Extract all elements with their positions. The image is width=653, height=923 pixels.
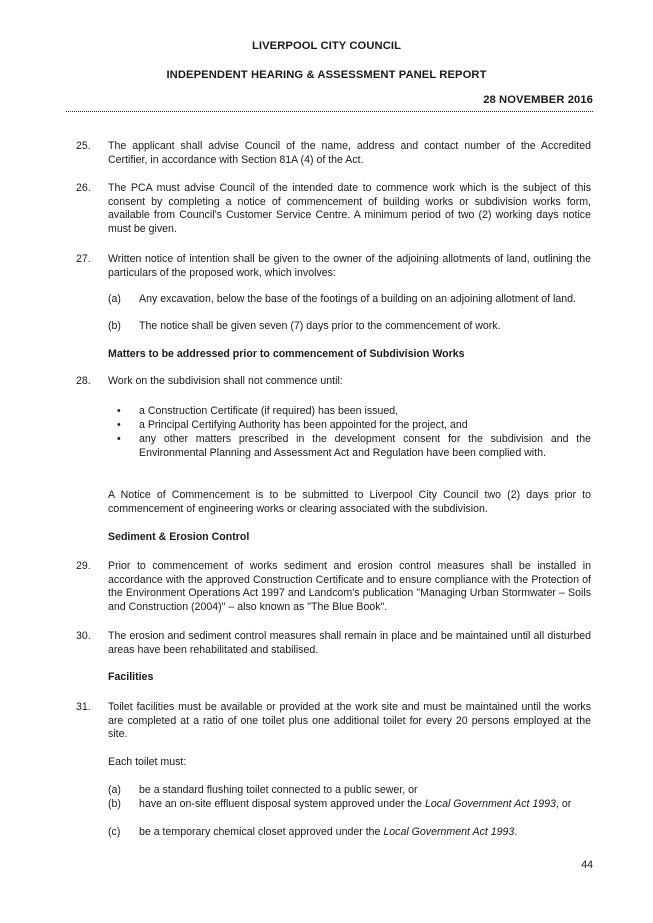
page-number: 44 (581, 859, 593, 871)
sub-item-text-part: . (514, 826, 518, 838)
sub-item-text-part: be a temporary chemical closet approved under the (139, 826, 384, 838)
condition-number: 29. (76, 560, 91, 572)
act-name: Local Government Act 1993 (425, 798, 556, 810)
report-date: 28 NOVEMBER 2016 (483, 94, 593, 106)
condition-text: The erosion and sediment control measures shall remain in place and be maintained until all disturbed areas have been rehabilitated and stabilised. (108, 630, 591, 656)
condition-text: The PCA must advise Council of the intended date to commence work which is the subject of this consent by completing a notice of commencement of building works or subdivision works form, available from Council's Customer Service Centre. A minimum period of two (2) working days notice must be given. (108, 182, 591, 235)
sub-item-label: (b) (108, 320, 121, 332)
report-title: INDEPENDENT HEARING & ASSESSMENT PANEL REPORT (166, 69, 487, 81)
section-heading: Matters to be addressed prior to commencement of Subdivision Works (108, 348, 465, 360)
sub-item-text: Any excavation, below the base of the footings of a building on an adjoining allotment of land. (139, 293, 576, 305)
header-divider (66, 111, 593, 112)
act-name: Local Government Act 1993 (383, 826, 515, 838)
bullet-text: a Construction Certificate (if required) has been issued, (139, 405, 399, 417)
each-toilet-text: Each toilet must: (108, 756, 187, 768)
bullet-icon: • (117, 419, 121, 431)
notice-text: A Notice of Commencement is to be submitted to Liverpool City Council two (2) days prior to commencement of engineering works or clearing associated with the subdivision. (108, 489, 591, 515)
sub-item-text (139, 798, 591, 812)
sub-item-text-part: have an on-site effluent disposal system approved under the (139, 798, 426, 810)
bullet-icon: • (117, 433, 121, 445)
condition-text: Prior to commencement of works sediment and erosion control measures shall be installed in accordance with the approved Construction Certificate and to ensure compliance with the Protection of the Environment Operations Act 1997 and Landcom's publication "Managing Urban Stormwater – Soils and Construction (2004)" – also known as "The Blue Book". (108, 560, 591, 613)
sub-item-text: The notice shall be given seven (7) days prior to the commencement of work. (139, 320, 501, 332)
council-title: LIVERPOOL CITY COUNCIL (251, 40, 402, 52)
condition-number: 30. (76, 630, 91, 642)
condition-number: 27. (76, 253, 91, 265)
sub-item-text-part: , or (555, 798, 572, 810)
bullet-text: a Principal Certifying Authority has been appointed for the project, and (139, 419, 468, 431)
sub-item-label: (b) (108, 798, 121, 810)
sub-item-label: (a) (108, 293, 121, 305)
condition-number: 31. (76, 701, 91, 713)
condition-text: Toilet facilities must be available or provided at the work site and must be maintained until the works are completed at a ratio of one toilet plus one additional toilet for every 20 persons employed at the site. (108, 701, 591, 740)
bullet-icon: • (117, 405, 121, 417)
condition-text: Written notice of intention shall be given to the owner of the adjoining allotments of land, outlining the particulars of the proposed work, which involves: (108, 253, 591, 279)
condition-number: 26. (76, 182, 91, 194)
sub-item-label: (c) (108, 826, 121, 838)
sub-item-label: (a) (108, 784, 121, 796)
condition-number: 28. (76, 375, 91, 387)
bullet-text: any other matters prescribed in the development consent for the subdivision and the Environmental Planning and Assessment Act and Regulation have been complied with. (139, 433, 591, 459)
condition-text: The applicant shall advise Council of the name, address and contact number of the Accredited Certifier, in accordance with Section 81A (4) of the Act. (108, 140, 591, 166)
condition-text: Work on the subdivision shall not commence until: (108, 375, 343, 387)
sub-item-text: be a standard flushing toilet connected to a public sewer, or (139, 784, 418, 796)
condition-number: 25. (76, 140, 91, 152)
sub-item-text (139, 826, 591, 840)
section-heading: Facilities (108, 671, 154, 683)
section-heading: Sediment & Erosion Control (108, 531, 250, 543)
